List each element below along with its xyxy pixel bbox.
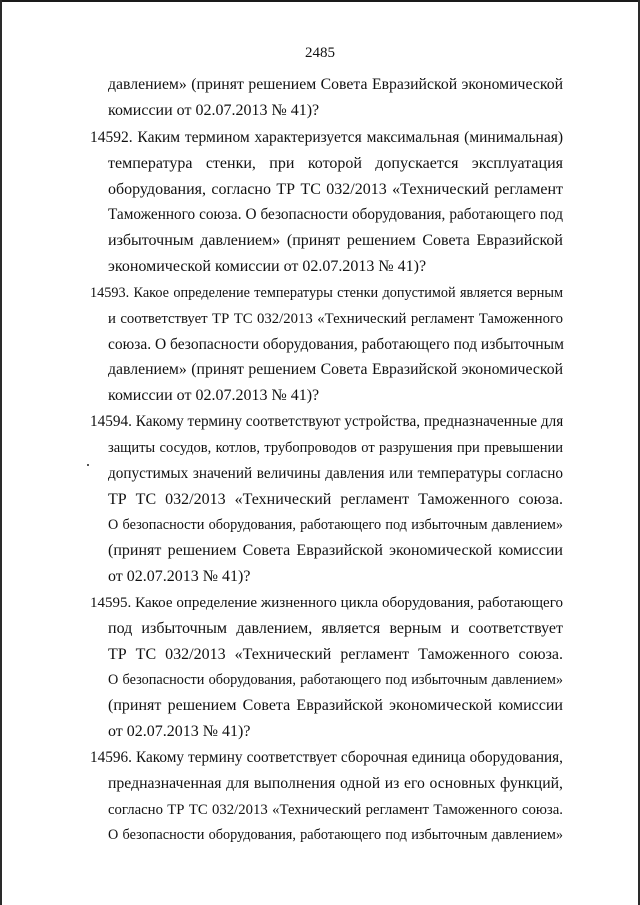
question-14593-line: давлением» (принят решением Совета Евразийской экономической [108,361,563,378]
question-14594-line: от 02.07.2013 № 41)? [108,568,251,585]
question-14593-line: комиссии от 02.07.2013 № 41)? [108,387,320,404]
question-14594-line: ТР ТС 032/2013 «Технический регламент Таможенного союза. [108,491,563,508]
question-14593-line: и соответствует ТР ТС 032/2013 «Технический регламент Таможенного [108,311,563,327]
question-14592-line: оборудования, согласно ТР ТС 032/2013 «Технический регламент [108,181,563,198]
page-number: 2485 [305,45,335,61]
text-line: давлением» (принят решением Совета Евразийской экономической [108,76,563,93]
question-14594-line: (принят решением Совета Евразийской экономической комиссии [108,542,563,559]
question-14592-line: температура стенки, при которой допускается эксплуатация [108,155,563,172]
question-14595-line: (принят решением Совета Евразийской экономической комиссии [108,697,563,714]
question-14596-line: предназначенная для выполнения одной из его основных функций, [108,775,563,792]
question-14596-line: О безопасности оборудования, работающего под избыточным давлением» [108,827,563,843]
question-14595-line: 14595. Какое определение жизненного цикла оборудования, работающего [90,595,563,611]
question-14592-line: экономической комиссии от 02.07.2013 № 41)? [108,258,427,275]
question-14593-line: союза. О безопасности оборудования, работающего под избыточным [108,336,564,353]
question-14594-line: О безопасности оборудования, работающего под избыточным давлением» [108,517,563,533]
question-14596-line: согласно ТР ТС 032/2013 «Технический регламент Таможенного союза. [108,802,563,818]
question-14594-line: защиты сосудов, котлов, трубопроводов от разрушения при превышении [108,440,563,456]
question-14594-line: 14594. Какому термину соответствуют устройства, предназначенные для [90,413,564,430]
question-14592-line: Таможенного союза. О безопасности оборудования, работающего под [108,206,563,223]
question-14595-line: от 02.07.2013 № 41)? [108,723,251,740]
scan-border-left [0,0,2,905]
text-line: комиссии от 02.07.2013 № 41)? [108,102,320,119]
question-14595-line: под избыточным давлением, является верным и соответствует [108,620,563,637]
question-14592-line: 14592. Каким термином характеризуется максимальная (минимальная) [90,129,563,146]
question-14595-line: О безопасности оборудования, работающего под избыточным давлением» [108,672,563,688]
question-14596-line: 14596. Какому термину соответствует сборочная единица оборудования, [90,749,563,766]
question-14593-line: 14593. Какое определение температуры стенки допустимой является верным [90,285,563,301]
scan-border-top [0,0,640,2]
scan-speck [87,464,89,466]
question-14594-line: допустимых значений величины давления или температуры согласно [108,465,563,482]
question-14592-line: избыточным давлением» (принят решением Совета Евразийской [108,232,563,249]
question-14595-line: ТР ТС 032/2013 «Технический регламент Таможенного союза. [108,646,563,663]
